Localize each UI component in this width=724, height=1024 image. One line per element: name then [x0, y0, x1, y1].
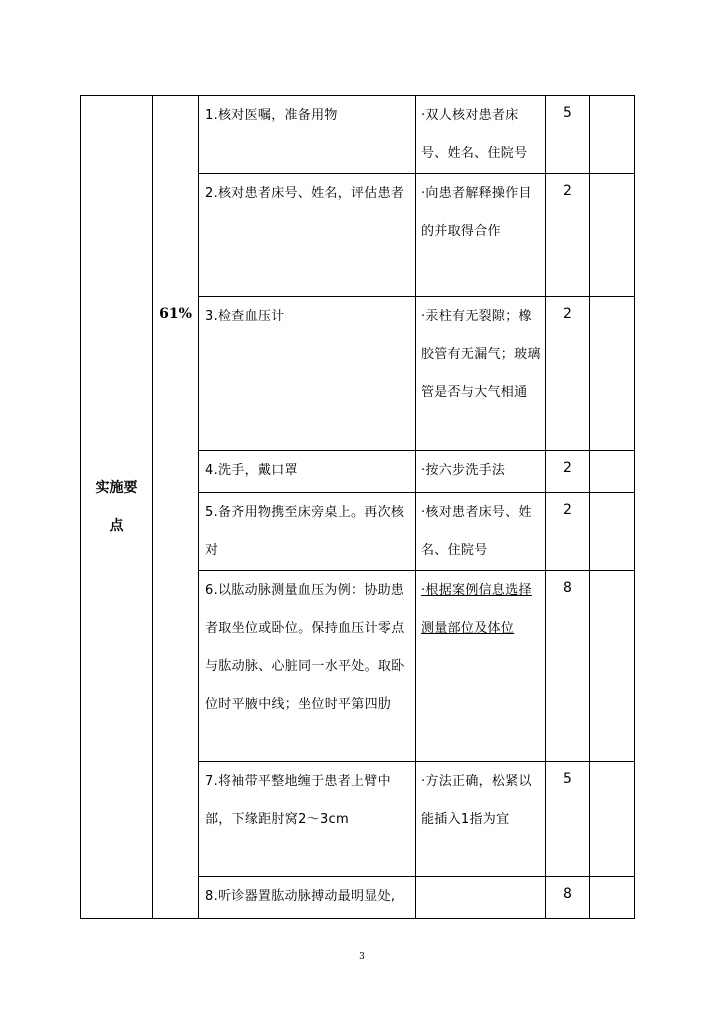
step-text: 8.听诊器置肱动脉搏动最明显处, — [199, 877, 416, 919]
requirement-text: ·核对患者床号、姓名、住院号 — [416, 493, 546, 571]
requirement-text — [416, 877, 546, 919]
blank-cell — [590, 174, 635, 297]
blank-cell — [590, 297, 635, 451]
requirement-underlined: ·根据案例信息选择测量部位及体位 — [421, 583, 532, 636]
score-value: 5 — [546, 762, 590, 877]
blank-cell — [590, 571, 635, 762]
requirement-text: ·汞柱有无裂隙；橡胶管有无漏气；玻璃管是否与大气相通 — [416, 297, 546, 451]
score-value: 2 — [546, 297, 590, 451]
page-number: 3 — [359, 952, 365, 962]
step-text: 5.备齐用物携至床旁桌上。再次核对 — [199, 493, 416, 571]
requirement-text: ·双人核对患者床号、姓名、住院号 — [416, 96, 546, 174]
assessment-table — [80, 95, 635, 919]
score-value: 8 — [546, 571, 590, 762]
section-label: 实施要点 — [95, 480, 138, 534]
requirement-text: ·方法正确，松紧以能插入1指为宜 — [416, 762, 546, 877]
blank-cell — [590, 877, 635, 919]
score-value: 5 — [546, 96, 590, 174]
step-text: 1.核对医嘱，准备用物 — [199, 96, 416, 174]
blank-cell — [590, 451, 635, 493]
requirement-text: ·按六步洗手法 — [416, 451, 546, 493]
section-percent: 61% — [153, 96, 199, 919]
blank-cell — [590, 762, 635, 877]
step-text: 2.核对患者床号、姓名，评估患者 — [199, 174, 416, 297]
score-value: 2 — [546, 174, 590, 297]
blank-cell — [590, 493, 635, 571]
step-text: 7.将袖带平整地缠于患者上臂中部，下缘距肘窝2～3cm — [199, 762, 416, 877]
score-value: 2 — [546, 451, 590, 493]
step-text: 4.洗手，戴口罩 — [199, 451, 416, 493]
score-value: 8 — [546, 877, 590, 919]
requirement-text — [416, 571, 546, 762]
step-text: 3.检查血压计 — [199, 297, 416, 451]
requirement-text: ·向患者解释操作目的并取得合作 — [416, 174, 546, 297]
step-text: 6.以肱动脉测量血压为例：协助患者取坐位或卧位。保持血压计零点与肱动脉、心脏同一水平处。取卧位时平腋中线；坐位时平第四肋 — [199, 571, 416, 762]
blank-cell — [590, 96, 635, 174]
section-label-cell — [81, 96, 153, 919]
score-value: 2 — [546, 493, 590, 571]
